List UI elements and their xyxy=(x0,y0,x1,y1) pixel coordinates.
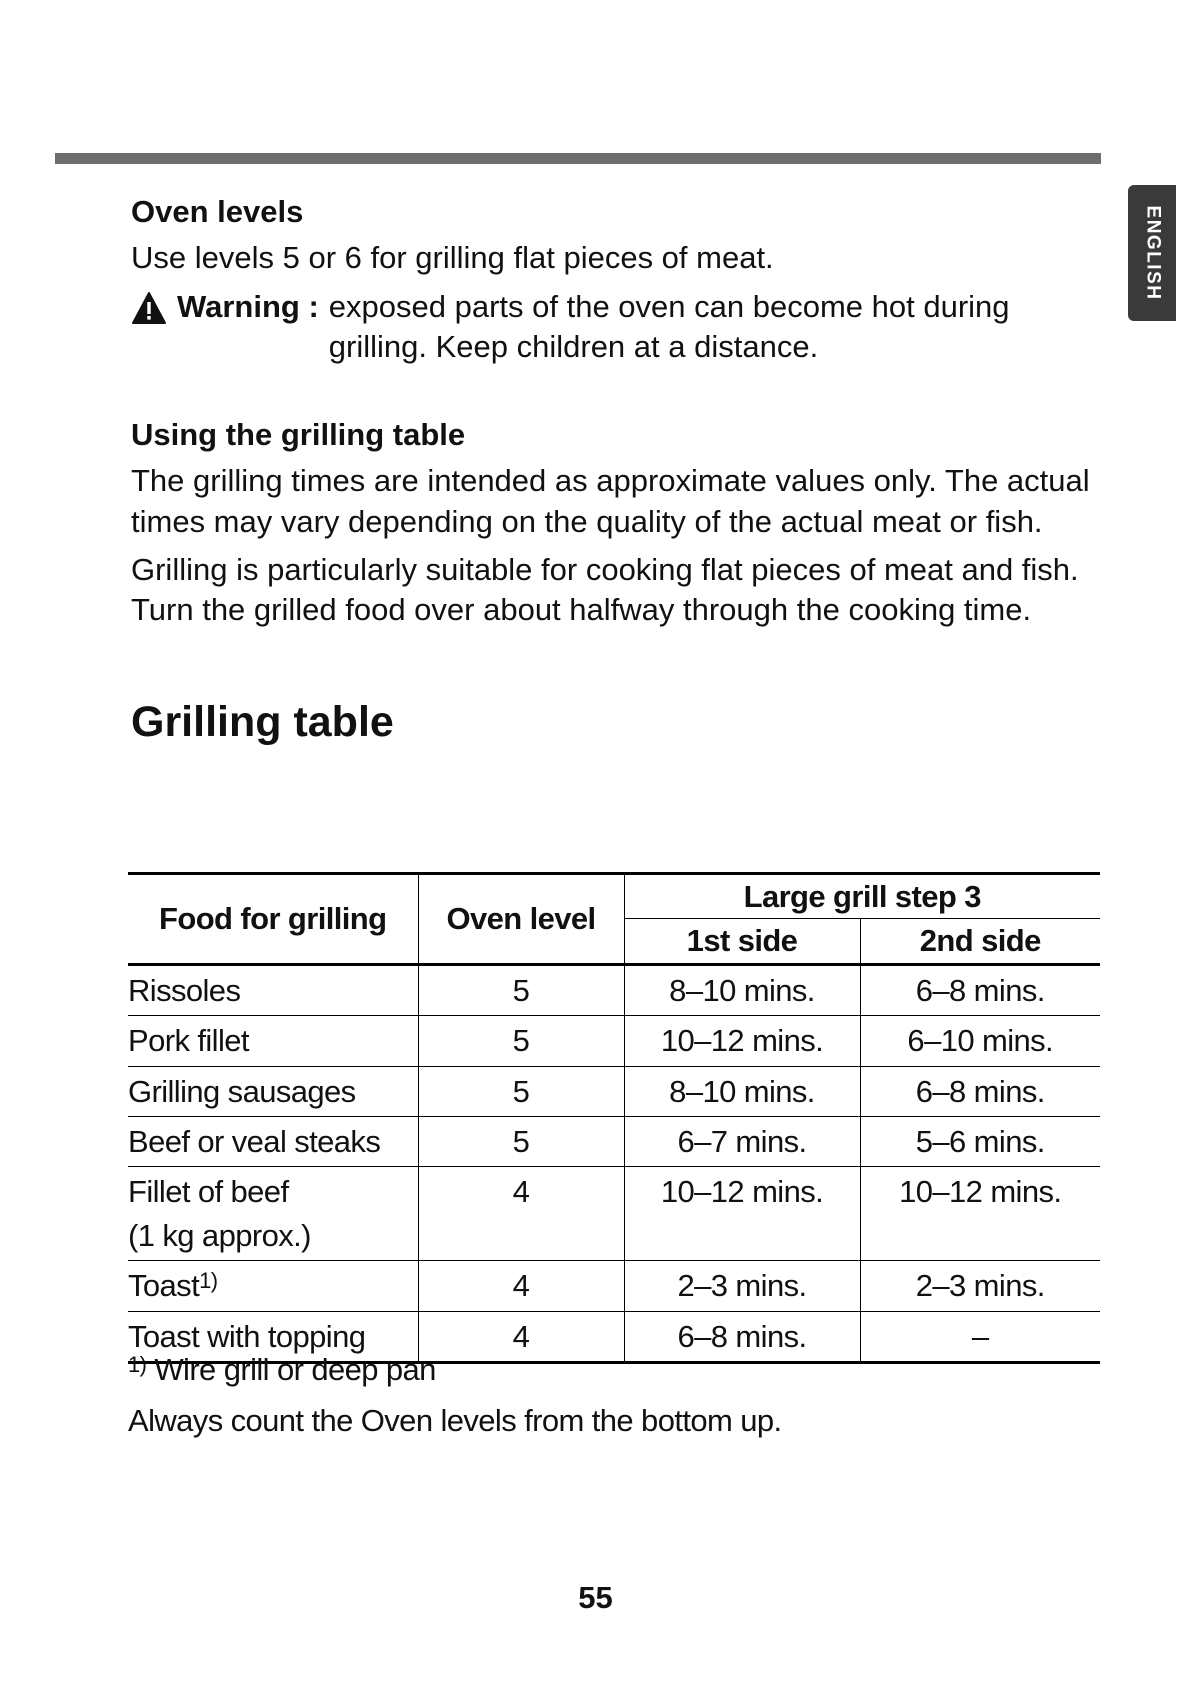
footnote-marker: 1) xyxy=(199,1268,218,1294)
levels-note: Always count the Oven levels from the bottom up. xyxy=(128,1403,782,1439)
grilling-table-title: Grilling table xyxy=(131,697,394,746)
table-row xyxy=(128,1261,1100,1311)
food-cell xyxy=(128,1167,418,1261)
first-side-cell: 6–7 mins. xyxy=(624,1116,860,1166)
main-content xyxy=(131,192,1101,762)
level-cell: 4 xyxy=(418,1167,624,1261)
second-side-cell: – xyxy=(860,1311,1100,1362)
footnote-mark: 1) xyxy=(128,1352,147,1377)
warning-text: exposed parts of the oven can become hot during grilling. Keep children at a distance. xyxy=(328,288,1010,364)
table-row xyxy=(128,1167,1100,1261)
table-notes xyxy=(128,1348,782,1451)
food-cell: Rissoles xyxy=(128,964,418,1015)
food-cell: Pork fillet xyxy=(128,1016,418,1066)
header-food: Food for grilling xyxy=(128,874,418,965)
second-side-cell: 5–6 mins. xyxy=(860,1116,1100,1166)
food-name-line-2: (1 kg approx.) xyxy=(128,1217,311,1253)
header-first-side: 1st side xyxy=(624,919,860,964)
first-side-cell: 6–8 mins. xyxy=(624,1311,860,1362)
food-name: Toast xyxy=(128,1268,200,1304)
second-side-cell: 6–10 mins. xyxy=(860,1016,1100,1066)
level-cell: 5 xyxy=(418,1016,624,1066)
level-cell: 5 xyxy=(418,1066,624,1116)
food-cell: Toast with topping xyxy=(128,1311,418,1362)
level-cell: 4 xyxy=(418,1311,624,1362)
first-side-cell: 8–10 mins. xyxy=(624,964,860,1015)
using-table-paragraph-1: The grilling times are intended as approximate values only. The actual times may vary depending on the quality of the actual meat or fish. xyxy=(131,463,1090,539)
table-row xyxy=(128,1116,1100,1166)
food-cell xyxy=(128,1261,418,1311)
using-table-paragraph-2: Grilling is particularly suitable for cooking flat pieces of meat and fish. xyxy=(131,552,1079,588)
first-side-cell: 2–3 mins. xyxy=(624,1261,860,1311)
food-cell: Beef or veal steaks xyxy=(128,1116,418,1166)
second-side-cell: 6–8 mins. xyxy=(860,964,1100,1015)
table-row xyxy=(128,1066,1100,1116)
second-side-cell: 2–3 mins. xyxy=(860,1261,1100,1311)
table-row xyxy=(128,964,1100,1015)
second-side-cell: 6–8 mins. xyxy=(860,1066,1100,1116)
language-tab-label: ENGLISH xyxy=(1142,205,1164,301)
food-name: Fillet of beef xyxy=(128,1174,289,1210)
level-cell: 5 xyxy=(418,964,624,1015)
level-cell: 4 xyxy=(418,1261,624,1311)
first-side-cell: 10–12 mins. xyxy=(624,1167,860,1261)
footnote-text: Wire grill or deep pan xyxy=(154,1352,436,1387)
oven-levels-heading: Oven levels xyxy=(131,194,304,229)
warning-notice xyxy=(131,287,1101,368)
warning-label: Warning : xyxy=(177,288,319,324)
header-grill-step: Large grill step 3 xyxy=(624,874,1100,919)
table-row xyxy=(128,1016,1100,1066)
first-side-cell: 8–10 mins. xyxy=(624,1066,860,1116)
language-tab xyxy=(1128,185,1176,321)
second-side-cell: 10–12 mins. xyxy=(860,1167,1100,1261)
page-number: 55 xyxy=(578,1580,613,1615)
first-side-cell: 10–12 mins. xyxy=(624,1016,860,1066)
oven-levels-text: Use levels 5 or 6 for grilling flat pieces of meat. xyxy=(131,240,774,276)
warning-icon xyxy=(131,291,167,325)
food-cell: Grilling sausages xyxy=(128,1066,418,1116)
level-cell: 5 xyxy=(418,1116,624,1166)
using-table-paragraph-3: Turn the grilled food over about halfway through the cooking time. xyxy=(131,592,1032,628)
grilling-table xyxy=(128,872,1100,1364)
footnote xyxy=(128,1348,782,1391)
header-oven-level: Oven level xyxy=(418,874,624,965)
header-second-side: 2nd side xyxy=(860,919,1100,964)
top-rule xyxy=(55,153,1101,164)
using-table-heading: Using the grilling table xyxy=(131,417,466,453)
